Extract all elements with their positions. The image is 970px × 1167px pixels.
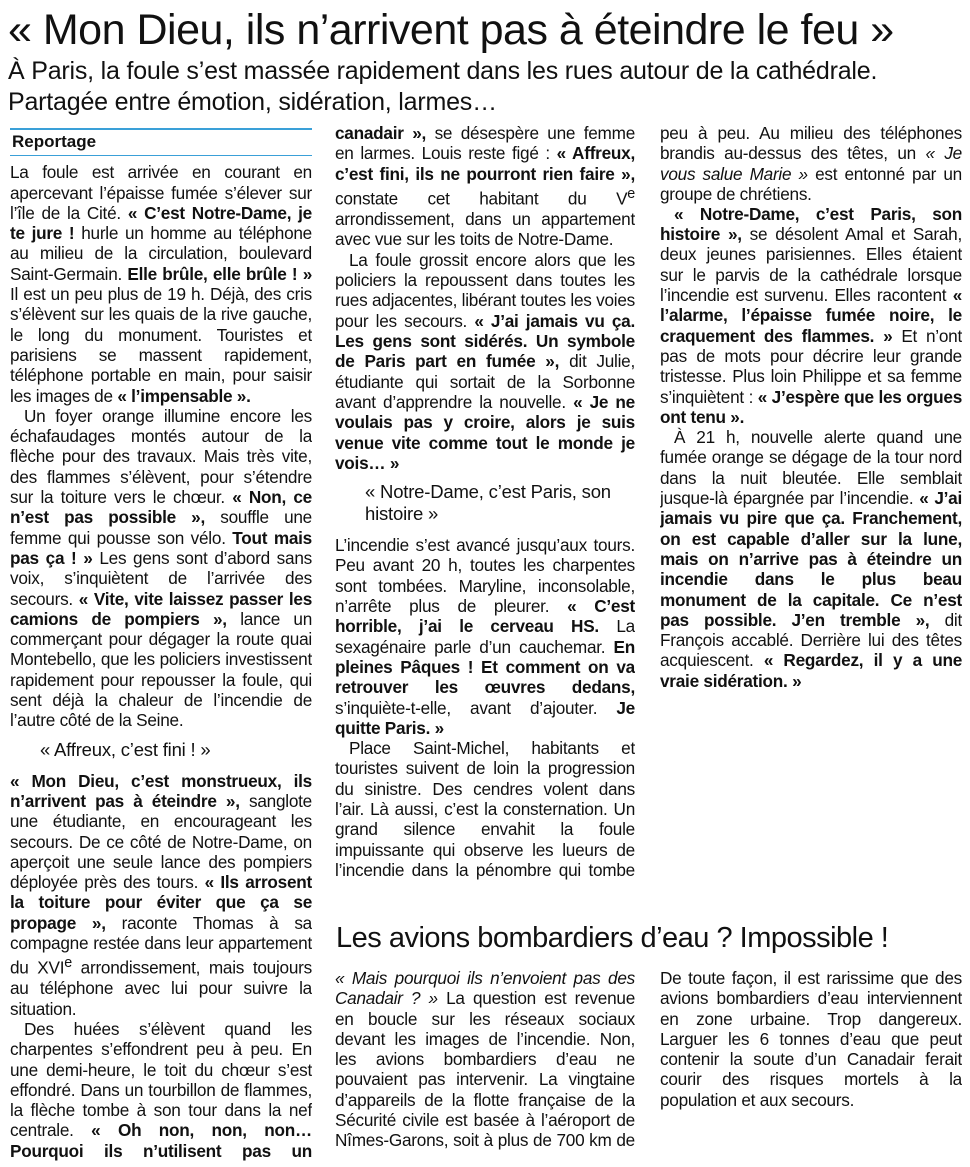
box-paragraph-continuation: De toute façon, il est rarissime que des avions bombardiers d’eau interviennent en zone urbaine. Trop dangereux. Larguer les 6 tonnes d’eau que peut contenir la soute d’un Canadair ferait courir des risques mortels à la population et aux secours. bbox=[660, 968, 962, 1110]
standfirst-line-2: Partagée entre émotion, sidération, larmes… bbox=[8, 88, 497, 116]
box-column-2 bbox=[660, 968, 962, 1163]
paragraph: Place Saint-Michel, habitants et touristes suivent de loin la progression du sinistre. Des cendres volent dans l’air. Là aussi, c’est la consternation. Un grand silence envahit la foule impuissante qui observe les lueurs de l’incendie dans la pénombre qui tombe bbox=[335, 738, 635, 880]
box-title: Les avions bombardiers d’eau ? Impossible ! bbox=[336, 922, 889, 954]
standfirst-line-1: À Paris, la foule s’est massée rapidement dans les rues autour de la cathédrale. bbox=[8, 57, 878, 85]
box-column-1 bbox=[335, 968, 635, 1163]
column-3 bbox=[660, 123, 962, 898]
paragraph: La foule est arrivée en courant en apercevant l’épaisse fumée s’élever sur l’île de la Cité. « C’est Notre-Dame, je te jure ! hurle un homme au téléphone au milieu de la circulation, boulevard Saint-Germain. Elle brûle, elle brûle ! » Il est un peu plus de 19 h. Déjà, des cris s’élèvent sur les quais de la rive gauche, le long du monument. Touristes et parisiens se massent rapidement, téléphone portable en main, pour saisir les images de « l’impensable ». bbox=[10, 162, 312, 406]
paragraph: L’incendie s’est avancé jusqu’aux tours. Peu avant 20 h, toutes les charpentes sont tombées. Maryline, inconsolable, n’arrête plus de pleurer. « C’est horrible, j’ai le cerveau HS. La sexagénaire parle d’un cauchemar. En pleines Pâques ! Et comment on va retrouver les œuvres dedans, s’inquiète-t-elle, avant d’ajouter. Je quitte Paris. » bbox=[335, 535, 635, 738]
headline: « Mon Dieu, ils n’arrivent pas à éteindre le feu » bbox=[8, 6, 894, 54]
paragraph: « Notre-Dame, c’est Paris, son histoire », se désolent Amal et Sarah, deux jeunes parisiennes. Elles étaient sur le parvis de la cathédrale lorsque l’incendie est survenu. Elles racontent « l’alarme, l’épaisse fumée noire, le craquement des flammes. » Et n’ont pas de mots pour décrire leur grande tristesse. Plus loin Philippe et sa femme s’inquiètent : « J’espère que les orgues ont tenu ». bbox=[660, 203, 962, 427]
paragraph: « Mon Dieu, c’est monstrueux, ils n’arrivent pas à éteindre », sanglote une étudiante, en encourageant les secours. De ce côté de Notre-Dame, on aperçoit une seule lance des pompiers déployée près des tours. « Ils arrosent la toiture pour éviter que ça se propage », raconte Thomas à sa compagne restée dans leur appartement du XVIe arrondissement, mais toujours au téléphone avec lui pour suivre la situation. bbox=[10, 770, 312, 1019]
column-2 bbox=[335, 123, 635, 898]
intertitle-affreux: « Affreux, c’est fini ! » bbox=[40, 738, 211, 760]
paragraph: La foule grossit encore alors que les policiers la repoussent dans toutes les rues adjacentes, libérant toutes les voies pour les secours. « J’ai jamais vu ça. Les gens sont sidérés. Un symbole de Paris part en fumée », dit Julie, étudiante qui sortait de la Sorbonne avant d’apprendre la nouvelle. « Je ne voulais pas y croire, alors je suis venue vite comme tout le monde je vois… » bbox=[335, 249, 635, 473]
standfirst bbox=[8, 56, 962, 118]
column-1 bbox=[10, 128, 312, 1163]
rubric-label: Reportage bbox=[10, 128, 312, 156]
paragraph: Un foyer orange illumine encore les échafaudages montés autour de la flèche pour des travaux. Mais très vite, des flammes s’élèvent, pour s’étendre sur la toiture vers le chœur. « Non, ce n’est pas possible », souffle une femme qui pousse son vélo. Tout mais pas ça ! » Les gens sont d’abord sans voix, s’inquiètent de l’arrivée des secours. « Vite, vite laissez passer les camions de pompiers », lance un commerçant pour dégager la route quai Montebello, que les policiers investissent rapidement pour repousser la foule, qui sent déjà la chaleur de l’incendie de l’autre côté de la Seine. bbox=[10, 405, 312, 731]
box-paragraph: « Mais pourquoi ils n’envoient pas des Canadair ? » La question est revenue en boucle sur les réseaux sociaux devant les images de l’incendie. Non, les avions bombardiers d’eau ne pouvaient pas intervenir. La vingtaine d’appareils de la flotte française de la Sécurité civile est basée à l’aéroport de Nîmes-Garons, soit à plus de 700 km de bbox=[335, 968, 635, 1151]
paragraph-continuation: peu à peu. Au milieu des téléphones brandis au-dessus des têtes, un « Je vous salue Marie » est entonné par un groupe de chrétiens. bbox=[660, 123, 962, 204]
paragraph: À 21 h, nouvelle alerte quand une fumée orange se dégage de la tour nord dans la nuit bleutée. Elle semblait jusque-là épargnée par l’incendie. « J’ai jamais vu pire que ça. Franchement, on est capable d’aller sur la lune, mais on n’arrive pas à éteindre un incendie dans le plus beau monument de la capitale. Ce n’est pas possible. J’en tremble », dit François accablé. Derrière lui des têtes acquiescent. « Regardez, il y a une vraie sidération. » bbox=[660, 427, 962, 691]
intertitle-notre-dame: « Notre-Dame, c’est Paris, son histoire » bbox=[365, 481, 611, 525]
paragraph: Des huées s’élèvent quand les charpentes s’effondrent peu à peu. En une demi-heure, le toit du chœur s’est effondré. Dans un tourbillon de flammes, la flèche tombe à son tour dans la nef centrale. « Oh non, non, non… Pourquoi ils n’utilisent pas un bbox=[10, 1018, 312, 1161]
paragraph-continuation: canadair », se désespère une femme en larmes. Louis reste figé : « Affreux, c’est fini, ils ne pourront rien faire », constate cet habitant du Ve arrondissement, dans un appartement avec vue sur les toits de Notre-Dame. bbox=[335, 123, 635, 250]
